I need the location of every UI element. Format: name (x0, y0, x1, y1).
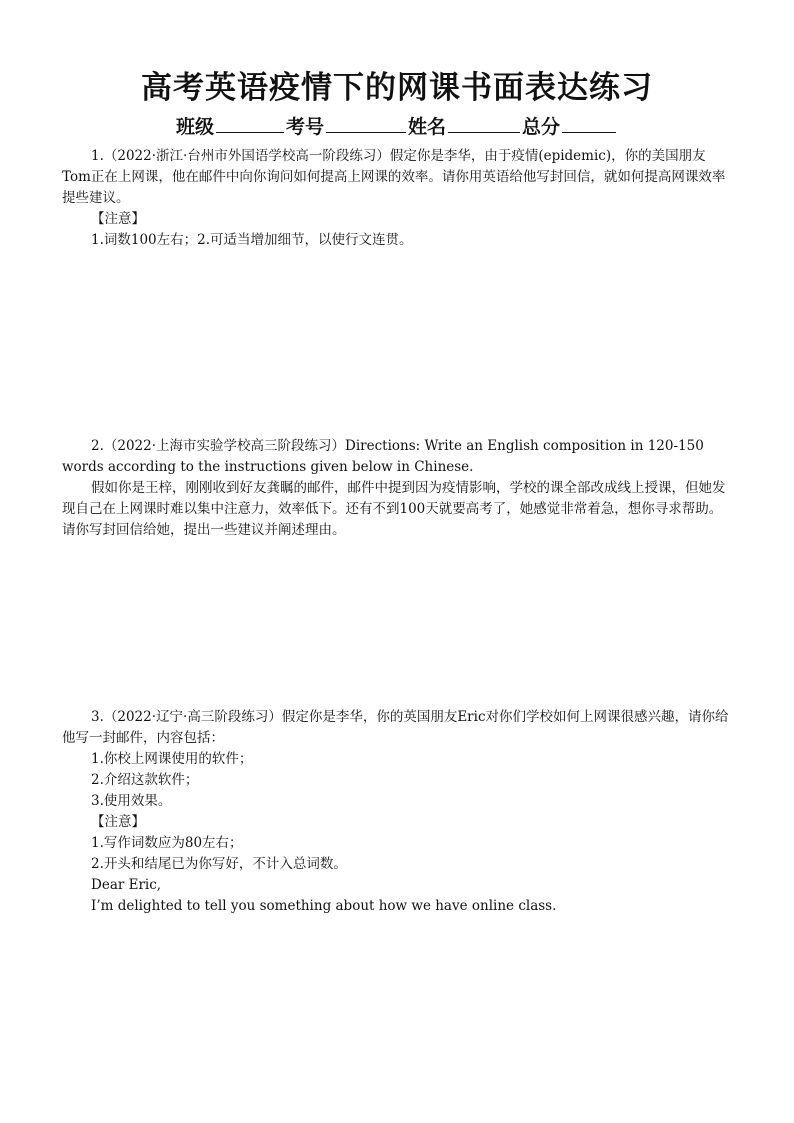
question-3-item: 3.使用效果。 (91, 793, 172, 809)
question-1 (62, 146, 734, 251)
score-blank[interactable] (562, 114, 616, 133)
page-title: 高考英语疫情下的网课书面表达练习 (141, 70, 653, 106)
question-3-note: 1.写作词数应为80左右； (91, 835, 243, 851)
name-blank[interactable] (448, 114, 520, 133)
number-blank[interactable] (326, 114, 406, 133)
question-3-note: 2.开头和结尾已为你写好，不计入总词数。 (91, 856, 347, 872)
question-3 (62, 707, 734, 917)
score-label: 总分 (522, 116, 561, 138)
question-3-prompt: 3.（2022·辽宁·高三阶段练习）假定你是李华，你的英国朋友Eric对你们学校如何上网课很感兴趣，请你给他写一封邮件，内容包括： (62, 709, 729, 746)
question-3-note-heading: 【注意】 (91, 814, 145, 830)
letter-salutation: Dear Eric, (91, 877, 162, 893)
question-1-prompt: 1.（2022·浙江·台州市外国语学校高一阶段练习）假定你是李华，由于疫情(epidemic)，你的美国朋友Tom正在上网课，他在邮件中向你询问如何提高上网课的效率。请你用英语给他写封回信，就如何提高网课效率提些建议。 (62, 148, 726, 206)
letter-opening: I’m delighted to tell you something about how we have online class. (91, 898, 557, 914)
number-label: 考号 (285, 116, 324, 138)
question-1-note-text: 1.词数100左右；2.可适当增加细节，以使行文连贯。 (91, 232, 413, 248)
question-1-note-heading: 【注意】 (91, 211, 145, 227)
question-3-item: 2.介绍这款软件； (91, 772, 199, 788)
class-label: 班级 (175, 116, 214, 138)
question-2 (62, 436, 734, 541)
header-fields (0, 112, 794, 139)
name-label: 姓名 (408, 116, 447, 138)
question-2-scenario: 假如你是王梓，刚刚收到好友龚瞩的邮件，邮件中提到因为疫情影响，学校的课全部改成线上授课，但她发现自己在上网课时难以集中注意力，效率低下。还有不到100天就要高考了，她感觉非常着急，想你寻求帮助。请你写封回信给她，提出一些建议并阐述理由。 (62, 480, 726, 538)
question-2-prompt: 2.（2022·上海市实验学校高三阶段练习）Directions: Write an English composition in 120-150 words according to the instructions given below in Chinese. (62, 438, 704, 475)
class-blank[interactable] (216, 114, 284, 133)
question-3-item: 1.你校上网课使用的软件； (91, 751, 253, 767)
